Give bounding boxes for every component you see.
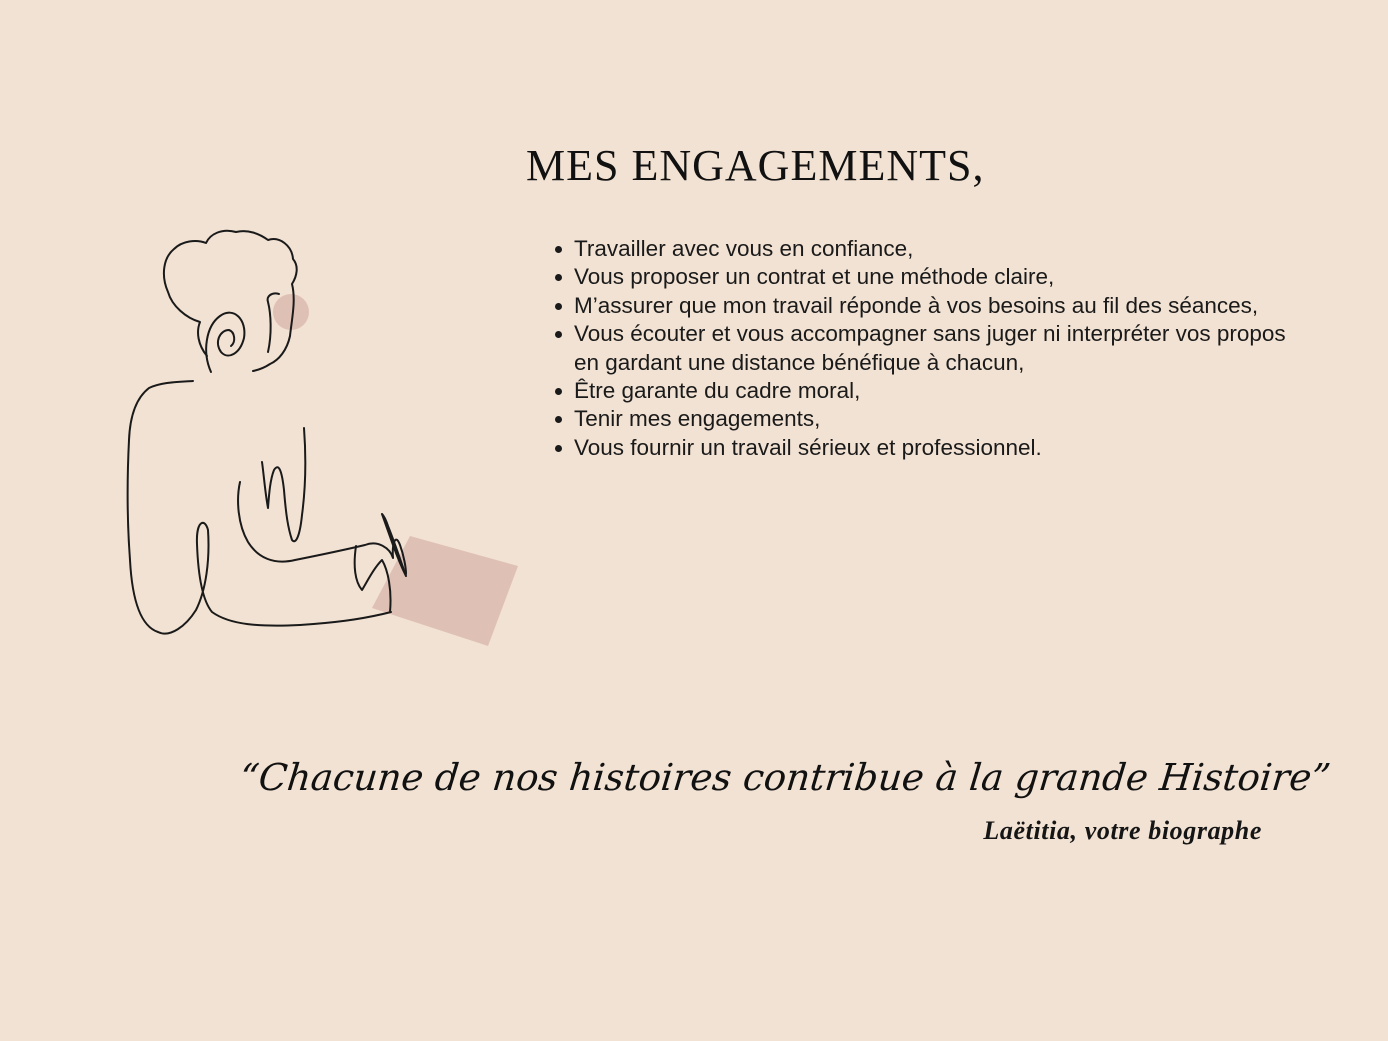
- commitments-list: [574, 235, 1314, 462]
- list-item: Vous écouter et vous accompagner sans juger ni interpréter vos propos en gardant une distance bénéfique à chacun,: [574, 320, 1314, 377]
- list-item: Être garante du cadre moral,: [574, 377, 1314, 405]
- quote: “Chacune de nos histoires contribue à la grande Histoire”: [237, 756, 1333, 799]
- ear-spiral: [206, 313, 244, 372]
- list-item: M’assurer que mon travail réponde à vos besoins au fil des séances,: [574, 292, 1314, 320]
- back-outline: [128, 381, 391, 634]
- list-item: Travailler avec vous en confiance,: [574, 235, 1314, 263]
- shoulder-line: [262, 428, 305, 541]
- signature: Laëtitia, votre biographe: [983, 816, 1262, 845]
- list-item: Tenir mes engagements,: [574, 405, 1314, 433]
- list-item: Vous fournir un travail sérieux et professionnel.: [574, 434, 1314, 462]
- page-title: MES ENGAGEMENTS,: [526, 141, 985, 190]
- list-item: Vous proposer un contrat et une méthode claire,: [574, 263, 1314, 291]
- head-outline: [164, 231, 297, 371]
- paper-sheet: [372, 536, 518, 646]
